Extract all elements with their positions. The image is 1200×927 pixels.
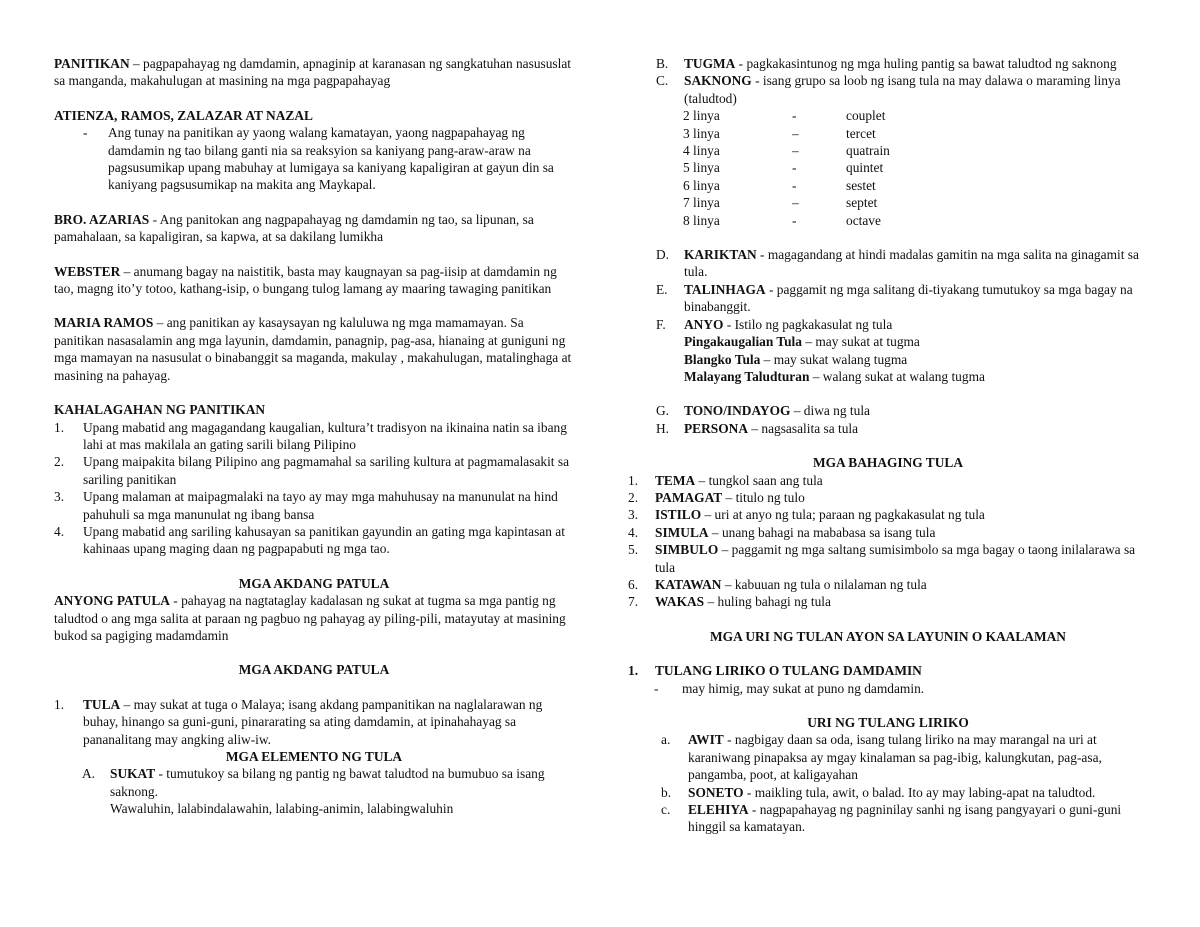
list-text: Upang maipakita bilang Pilipino ang pagmamahal sa sariling kultura at pagmamalasakit sa sariling panitikan [83, 454, 570, 487]
kariktan-item [628, 246, 1148, 281]
list-number: 1. [628, 472, 639, 488]
tono-item [628, 402, 1148, 419]
persona-item [628, 420, 1148, 437]
talinhaga-item [628, 281, 1148, 316]
list-number: 3. [628, 507, 639, 523]
azarias-paragraph [54, 211, 574, 246]
list-letter: A. [82, 766, 96, 782]
sukat-extra: Wawaluhin, lalabindalawahin, lalabing-animin, lalabingwaluhin [110, 801, 454, 817]
term: ELEHIYA [688, 802, 749, 818]
list-letter: G. [656, 403, 670, 419]
bullet-dash: - [83, 125, 88, 141]
term: WEBSTER [54, 263, 121, 279]
term: PANITIKAN [54, 56, 130, 71]
term: BRO. AZARIAS [54, 211, 150, 227]
anyong-patula-paragraph [54, 592, 574, 644]
definition: - pahayag na nagtataglay kadalasan ng sukat at tugma sa mga pantig ng taludtod o ang mga salita at paraan ng pagbuo ng pahayag ay piling-pili, matayutay at masining bukod sa pagiging madamdamin [54, 593, 566, 643]
list-item [628, 489, 1148, 506]
definition: – walang sukat at walang tugma [809, 368, 985, 384]
list-item [54, 453, 574, 488]
list-number: 4. [628, 524, 639, 540]
linya-dash: – [792, 143, 799, 159]
liriko-desc: may himig, may sukat at puno ng damdamin. [682, 680, 925, 696]
left-column [54, 55, 574, 818]
term: Blangko Tula [684, 351, 761, 367]
bullet-dash: - [654, 680, 659, 696]
definition: – titulo ng tulo [722, 489, 805, 505]
definition: – tungkol saan ang tula [695, 472, 823, 488]
definition: – unang bahagi na mababasa sa isang tula [708, 524, 936, 540]
linya-count: 5 linya [683, 160, 720, 176]
atienza-text: Ang tunay na panitikan ay yaong walang kamatayan, yaong nagpapahayag ng damdamin ng tao bilang ganti nia sa reaksyion sa kaniyang pang-araw-araw na pagsusumikap upang mabuhay at lumigaya sa kaniyang kapaligiran at gayun din sa kaniyang pagsusumikap na makita ang Maykapal. [108, 125, 554, 193]
linya-dash: - [792, 212, 797, 228]
list-letter: D. [656, 247, 670, 263]
list-number: 7. [628, 594, 639, 610]
linya-row [683, 194, 1148, 211]
definition: - Istilo ng pagkakasulat ng tula [723, 316, 893, 332]
definition: – ang panitikan ay kasaysayan ng kaluluwa ng mga mamamayan. Sa panitikan nasasalamin ang mga layunin, damdamin, panagnip, pag-asa, hianaing at guniguni ng mga mamayan na nasusulat o binabanggit sa maganda, makulay , makahulugan, matalinghaga at masining na pahayag. [54, 315, 572, 383]
linya-count: 7 linya [683, 195, 720, 211]
term: AWIT [688, 732, 724, 748]
definition: – may sukat at tuga o Malaya; isang akdang pampanitikan na naglalarawan ng buhay, hinango sa guni-guni, pinararating sa ating damdamin, at ipinahahayag sa pananalitang may angking aliw-iw. [83, 696, 543, 747]
list-number: 6. [628, 576, 639, 592]
definition: - pagkakasintunog ng mga huling pantig sa bawat taludtod ng saknong [735, 56, 1117, 71]
liriko-heading: URI NG TULANG LIRIKO [807, 715, 969, 730]
definition: – kabuuan ng tula o nilalaman ng tula [721, 576, 927, 592]
list-letter: a. [661, 732, 671, 748]
liriko-title-item [628, 662, 1148, 679]
linya-count: 2 linya [683, 108, 720, 124]
linya-row [683, 212, 1148, 229]
definition: – diwa ng tula [790, 403, 870, 419]
list-number: 4. [54, 523, 65, 539]
term: MARIA RAMOS [54, 315, 154, 331]
linya-name: couplet [846, 108, 886, 124]
list-text: Upang mabatid ang sariling kahusayan sa panitikan gayundin an gating mga kapintasan at kahinaas upang maging daan ng pagpapabuti ng mga tao. [83, 523, 565, 557]
kahalagahan-heading: KAHALAGAHAN NG PANITIKAN [54, 402, 266, 418]
definition: - maikling tula, awit, o balad. Ito ay may labing-apat na taludtod. [743, 784, 1096, 800]
akda-heading-1: MGA AKDANG PATULA [238, 575, 390, 591]
list-letter: H. [656, 420, 670, 436]
definition: – nagsasalita sa tula [748, 420, 859, 436]
definition: - nagbigay daan sa oda, isang tulang liriko na may marangal na uri at karaniwang pinapaksa ay mgay kinalaman sa pag-ibig, kalungkutan, pag-asa, pangamba, poot, at kaligayahan [688, 732, 1102, 783]
linya-count: 8 linya [683, 212, 720, 228]
elemento-heading: MGA ELEMENTO NG TULA [225, 749, 403, 764]
term: SIMULA [655, 524, 709, 540]
term: TULA [83, 696, 121, 712]
webster-paragraph [54, 263, 574, 298]
akda-heading-2: MGA AKDANG PATULA [238, 662, 390, 678]
term: TEMA [655, 472, 696, 488]
list-item [628, 472, 1148, 489]
definition: – paggamit ng mga saltang sumisimbolo sa mga bagay o taong inilalarawa sa tula [655, 542, 1136, 575]
linya-count: 3 linya [683, 125, 720, 141]
term: SONETO [688, 784, 744, 800]
definition: - nagpapahayag ng pagninilay sanhi ng isang pangyayari o guni-guni hinggil sa kamatayan. [688, 802, 1122, 835]
term: KATAWAN [655, 576, 722, 592]
list-number: 1. [54, 696, 65, 712]
list-number: 2. [54, 454, 65, 470]
term: SUKAT [110, 766, 156, 782]
linya-dash: - [792, 160, 797, 176]
list-number: 3. [54, 489, 65, 505]
sukat-text [110, 765, 574, 817]
panitikan-paragraph [54, 55, 574, 90]
term: Malayang Taludturan [684, 368, 810, 384]
linya-row [683, 177, 1148, 194]
term: SIMBULO [655, 542, 719, 558]
list-item [54, 419, 574, 454]
term: TUGMA [684, 56, 736, 71]
linya-dash: – [792, 125, 799, 141]
linya-dash: - [792, 177, 797, 193]
mariaramos-paragraph [54, 314, 574, 384]
definition: – may sukat at tugma [801, 334, 920, 350]
term: TONO/INDAYOG [684, 403, 791, 419]
definition: – huling bahagi ng tula [704, 594, 831, 610]
linya-name: tercet [846, 125, 876, 141]
definition: – anumang bagay na naistitik, basta may kaugnayan sa pag-iisip at damdamin ng tao, magng ito’y totoo, kathang-isip, o bungang tulog lamang ay maaring tawaging panitikan [54, 263, 557, 297]
list-letter: c. [661, 802, 671, 818]
list-letter: b. [661, 784, 672, 800]
term: ANYO [684, 316, 724, 332]
term: KARIKTAN [684, 247, 757, 263]
liriko-desc-item [628, 680, 1148, 697]
term: Pingakaugalian Tula [684, 334, 802, 350]
list-item [628, 541, 1148, 576]
linya-row [683, 159, 1148, 176]
anyo-item [628, 316, 1148, 386]
term: ISTILO [655, 507, 702, 523]
list-number: 1. [628, 663, 639, 679]
definition: - Ang panitokan ang nagpapahayag ng damdamin ng tao, sa lipunan, sa pamahalaan, sa kapaligiran, sa kapwa, at sa dakilang lumikha [54, 211, 534, 245]
definition: - tumutukoy sa bilang ng pantig ng bawat taludtod na bumubuo sa isang saknong. [110, 766, 545, 799]
term: TALINHAGA [684, 281, 766, 297]
definition: - isang grupo sa loob ng isang tula na may dalawa o maraming linya (taludtod) [684, 73, 1121, 106]
term: WAKAS [655, 594, 705, 610]
term: ANYONG PATULA [54, 593, 170, 609]
list-letter: C. [656, 73, 669, 89]
linya-dash: - [792, 108, 797, 124]
list-item [54, 488, 574, 523]
atienza-heading: ATIENZA, RAMOS, ZALAZAR AT NAZAL [54, 107, 313, 123]
linya-name: sestet [846, 177, 876, 193]
term: PERSONA [684, 420, 748, 436]
linya-name: quintet [846, 160, 884, 176]
list-letter: F. [656, 316, 666, 332]
bahagi-heading: MGA BAHAGING TULA [812, 455, 964, 471]
linya-row [683, 125, 1148, 142]
list-item [628, 593, 1148, 610]
list-item [628, 524, 1148, 541]
tugma-item [628, 55, 1148, 72]
linya-count: 4 linya [683, 143, 720, 159]
list-letter: B. [656, 56, 669, 71]
tula-item [54, 696, 574, 748]
saknong-item [628, 72, 1148, 107]
term: PAMAGAT [655, 489, 723, 505]
atienza-item [54, 124, 574, 194]
linya-row [683, 142, 1148, 159]
definition: – uri at anyo ng tula; paraan ng pagkakasulat ng tula [701, 507, 985, 523]
linya-dash: – [792, 195, 799, 211]
list-item [628, 801, 1148, 836]
liriko-title: TULANG LIRIKO O TULANG DAMDAMIN [655, 663, 922, 679]
list-text: Upang malaman at maipagmalaki na tayo ay may mga mahuhusay na manunulat na hind pahuhuli sa mga manunulat ng ibang bansa [83, 489, 558, 522]
linya-row [683, 107, 1148, 124]
list-item [628, 576, 1148, 593]
list-number: 1. [54, 419, 65, 435]
definition: - paggamit ng mga salitang di-tiyakang tumutukoy sa mga bagay na binabanggit. [684, 281, 1133, 315]
list-item [628, 506, 1148, 523]
linya-table [628, 107, 1148, 229]
linya-name: septet [846, 195, 878, 211]
definition: – pagpapahayag ng damdamin, apnaginip at karanasan ng sangkatuhan nasususlat sa manganda, makahulugan at masining na mga pagpapahayag [54, 56, 572, 89]
definition: - magagandang at hindi madalas gamitin na mga salita na ginagamit sa tula. [684, 247, 1139, 280]
right-column [628, 55, 1148, 836]
linya-count: 6 linya [683, 177, 720, 193]
list-item [54, 523, 574, 558]
list-item [628, 784, 1148, 801]
list-letter: E. [656, 281, 668, 297]
tula-text [83, 696, 574, 748]
sukat-item [54, 765, 574, 817]
list-number: 2. [628, 489, 639, 505]
list-number: 5. [628, 542, 639, 558]
linya-name: quatrain [846, 143, 890, 159]
term: SAKNONG [684, 73, 752, 89]
definition: – may sukat walang tugma [760, 351, 908, 367]
list-text: Upang mabatid ang magagandang kaugalian, kultura’t tradisyon na ikinaina natin sa ibang lahi at mas makilala an gating sarili bilang Pilipino [83, 419, 567, 452]
uri-heading: MGA URI NG TULAN AYON SA LAYUNIN O KAALAMAN [710, 628, 1066, 644]
list-item [628, 731, 1148, 783]
linya-name: octave [846, 212, 881, 228]
